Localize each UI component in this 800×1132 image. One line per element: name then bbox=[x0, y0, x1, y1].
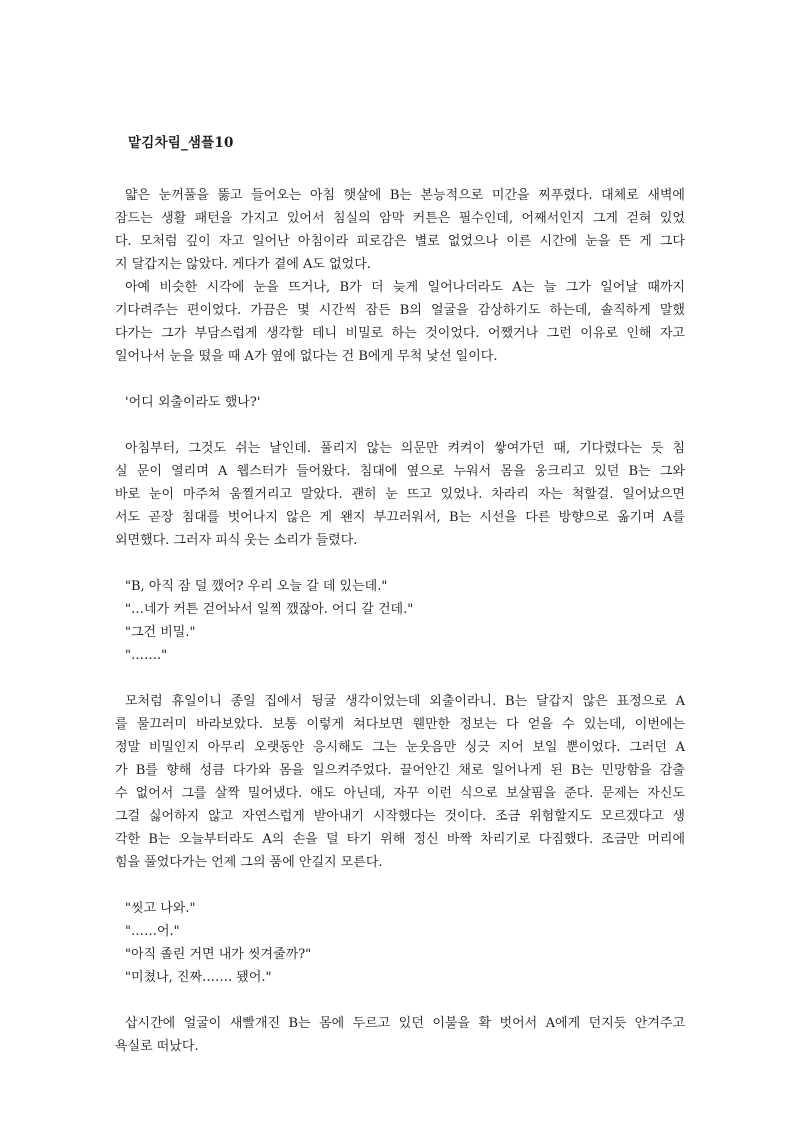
paragraph-2-line-4: 일어나서 눈을 떴을 때 A가 옆에 없다는 건 B에게 무척 낯선 일이다. bbox=[115, 349, 498, 364]
paragraph-1-line-4: 지 달갑지는 않았다. 게다가 곁에 A도 없었다. bbox=[115, 257, 371, 272]
dialogue-2-line-3: "아직 졸린 거면 내가 씻겨줄까?" bbox=[125, 947, 312, 962]
dialogue-2-line-2: "……어." bbox=[125, 924, 180, 939]
paragraph-4-line-2: 실 문이 열리며 A 웹스터가 들어왔다. 침대에 옆으로 누워서 몸을 웅크리고 있던 B는 그와 bbox=[115, 464, 685, 479]
paragraph-8-line-2: 욕실로 떠났다. bbox=[115, 1039, 199, 1054]
paragraph-4-line-1: 아침부터, 그것도 쉬는 날인데. 풀리지 않는 의문만 켜켜이 쌓여가던 때, 기다렸다는 듯 침 bbox=[125, 441, 685, 456]
dialogue-1-line-3: "그건 비밀." bbox=[125, 625, 196, 640]
paragraph-1-line-3: 다. 모처럼 깊이 자고 일어난 아침이라 피로감은 별로 없었으나 이른 시간에 눈을 뜬 게 그다 bbox=[115, 234, 685, 249]
paragraph-6-line-8: 힘을 풀었다가는 언제 그의 품에 안길지 모른다. bbox=[115, 855, 383, 870]
paragraph-6-line-7: 각한 B는 오늘부터라도 A의 손을 덜 타기 위해 정신 바짝 차리기로 다짐했다. 조금만 머리에 bbox=[115, 832, 685, 847]
paragraph-4-line-5: 외면했다. 그러자 피식 웃는 소리가 들렸다. bbox=[115, 533, 358, 548]
paragraph-6-line-1: 모처럼 휴일이니 종일 집에서 뒹굴 생각이었는데 외출이라니. B는 달갑지 않은 표정으로 A bbox=[125, 694, 685, 709]
dialogue-2-line-4: "미쳤나, 진짜……. 됐어." bbox=[125, 970, 272, 985]
paragraph-4-line-3: 바로 눈이 마주쳐 움찔거리고 말았다. 괜히 눈 뜨고 있었나. 차라리 자는 척할걸. 일어났으면 bbox=[115, 487, 685, 502]
paragraph-2-line-3: 다가는 그가 부담스럽게 생각할 테니 비밀로 하는 것이었다. 어쨌거나 그런 이유로 인해 자고 bbox=[115, 326, 685, 341]
paragraph-1-line-2: 잠드는 생활 패턴을 가지고 있어서 침실의 암막 커튼은 필수인데, 어째서인지 그게 걷혀 있었 bbox=[115, 211, 685, 226]
paragraph-6-line-4: 가 B를 향해 성큼 다가와 몸을 일으켜주었다. 끌어안긴 채로 일어나게 된 B는 민망함을 감출 bbox=[115, 763, 685, 778]
paragraph-6-line-2: 를 물끄러미 바라보았다. 보통 이렇게 쳐다보면 웬만한 정보는 다 얻을 수 있는데, 이번에는 bbox=[115, 717, 685, 732]
paragraph-1-line-1: 얇은 눈꺼풀을 뚫고 들어오는 아침 햇살에 B는 본능적으로 미간을 찌푸렸다. 대체로 새벽에 bbox=[125, 188, 685, 203]
paragraph-2-line-2: 기다려주는 편이었다. 가끔은 몇 시간씩 잠든 B의 얼굴을 감상하기도 하는데, 솔직하게 말했 bbox=[115, 303, 685, 318]
paragraph-3-line-1: '어디 외출이라도 했나?' bbox=[125, 395, 261, 410]
paragraph-6-line-5: 수 없어서 그를 살짝 밀어냈다. 애도 아닌데, 자꾸 이런 식으로 보살핌을 준다. 문제는 자신도 bbox=[115, 786, 685, 801]
paragraph-8-line-1: 삽시간에 얼굴이 새빨개진 B는 몸에 두르고 있던 이불을 확 벗어서 A에게 던지듯 안겨주고 bbox=[125, 1016, 685, 1031]
paragraph-6-line-6: 그걸 싫어하지 않고 자연스럽게 받아내기 시작했다는 것이다. 조금 위험할지도 모르겠다고 생 bbox=[115, 809, 685, 824]
dialogue-1-line-4: "……." bbox=[125, 648, 168, 663]
document-title: 맡김차림_샘플10 bbox=[128, 135, 234, 151]
dialogue-1-line-2: "…네가 커튼 걷어놔서 일찍 깼잖아. 어디 갈 건데." bbox=[125, 602, 414, 617]
dialogue-2-line-1: "씻고 나와." bbox=[125, 901, 196, 916]
dialogue-1-line-1: "B, 아직 잠 덜 깼어? 우리 오늘 갈 데 있는데." bbox=[125, 579, 388, 594]
paragraph-4-line-4: 서도 곧장 침대를 벗어나지 않은 게 왠지 부끄러워서, B는 시선을 다른 방향으로 옮기며 A를 bbox=[115, 510, 685, 525]
paragraph-2-line-1: 아예 비슷한 시각에 눈을 뜨거나, B가 더 늦게 일어나더라도 A는 늘 그가 일어날 때까지 bbox=[125, 280, 685, 295]
paragraph-6-line-3: 정말 비밀인지 아무리 오랫동안 응시해도 그는 눈웃음만 싱긋 지어 보일 뿐이었다. 그러던 A bbox=[115, 740, 685, 755]
